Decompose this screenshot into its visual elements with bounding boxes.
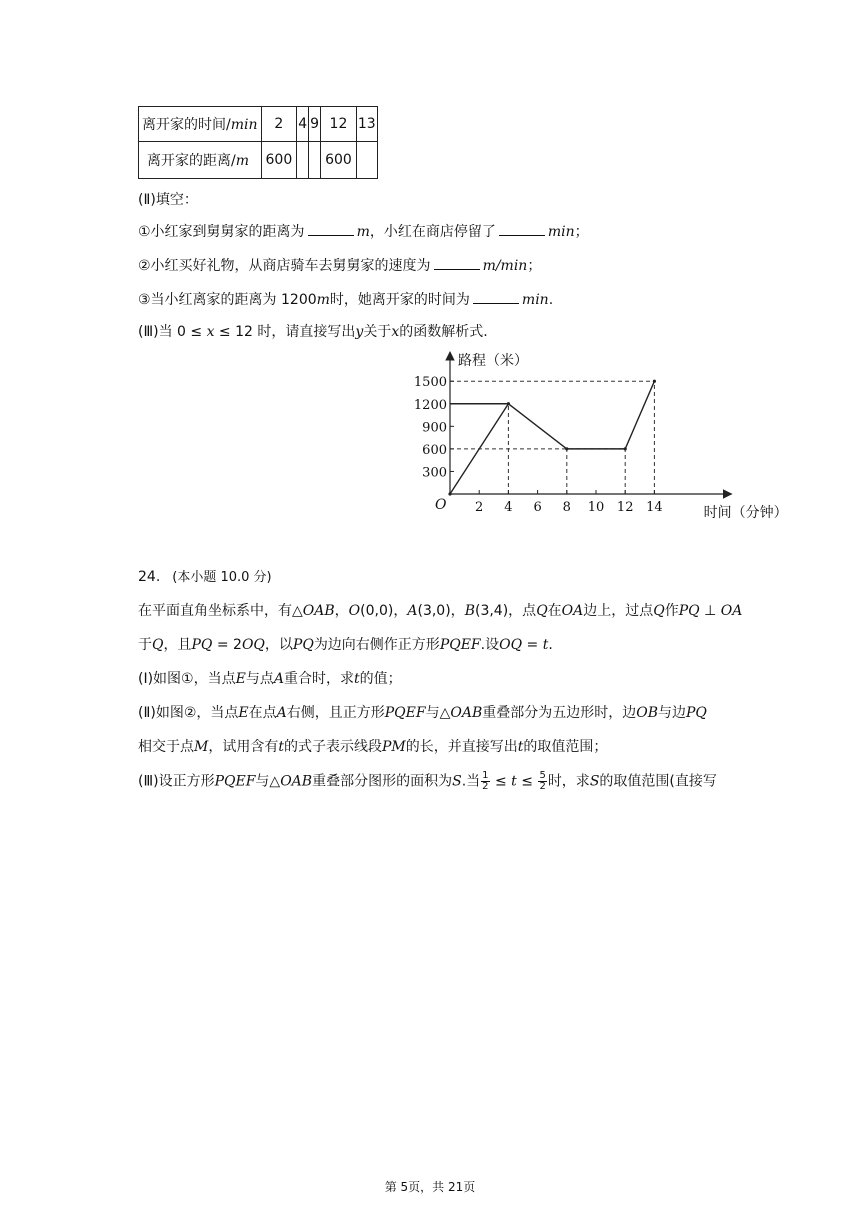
part2-question-1: ①小红家到舅舅家的距离为 m，小红在商店停留了 min； bbox=[138, 221, 589, 242]
q24-part-1: (Ⅰ)如图①，当点E与点A重合时，求t的值； bbox=[138, 671, 402, 687]
answer-blank bbox=[473, 289, 519, 304]
q24-header: 24. (本小题 10.0 分) bbox=[138, 569, 272, 585]
part3-question: (Ⅲ)当 0 ≤ x ≤ 12 时，请直接写出y关于x的函数解析式. bbox=[138, 324, 488, 340]
x-tick-label: 8 bbox=[562, 500, 571, 515]
data-point bbox=[448, 492, 451, 495]
q24-part-3: (Ⅲ)设正方形PQEF与△OAB重叠部分图形的面积为S.当 $\frac{1}{2}$ ≤ t ≤ $\frac{5}{2}$ 时，求S的取值范围(直接写 bbox=[138, 770, 717, 792]
x-axis-label: 时间（分钟） bbox=[703, 505, 788, 521]
part2-question-3: ③当小红离家的距离为 1200m时，她离开家的时间为 min. bbox=[138, 289, 553, 310]
data-point bbox=[624, 447, 627, 450]
answer-blank bbox=[308, 221, 354, 236]
part2-heading: (Ⅱ)填空： bbox=[138, 192, 198, 208]
data-table bbox=[138, 106, 378, 179]
q24-part-2: (Ⅱ)如图②，当点E在点A右侧，且正方形PQEF与△OAB重叠部分为五边形时，边OB与边PQ bbox=[138, 705, 707, 721]
q24-part-2-cont: 相交于点M，试用含有t的式子表示线段PM的长，并直接写出t的取值范围； bbox=[138, 739, 608, 755]
q24-line-2: 于Q，且PQ = 2OQ，以PQ为边向右侧作正方形PQEF.设OQ = t. bbox=[138, 637, 553, 653]
data-point bbox=[653, 380, 656, 383]
table-cell bbox=[356, 142, 377, 179]
y-tick-label: 1500 bbox=[413, 375, 447, 391]
table-cell: 9 bbox=[309, 107, 321, 142]
table-row bbox=[139, 142, 378, 179]
x-tick-label: 12 bbox=[616, 500, 634, 515]
y-tick-label: 900 bbox=[422, 420, 447, 436]
x-tick-label: 2 bbox=[475, 500, 484, 515]
answer-blank bbox=[499, 221, 545, 236]
table-cell bbox=[309, 142, 321, 179]
series-line bbox=[450, 381, 654, 494]
x-tick-label: 6 bbox=[533, 500, 542, 515]
table-cell: 600 bbox=[321, 142, 357, 179]
data-point bbox=[565, 447, 568, 450]
y-tick-label: 1200 bbox=[413, 397, 447, 413]
row2-header: 离开家的距离/m bbox=[139, 142, 262, 179]
table-cell: 600 bbox=[261, 142, 297, 179]
q24-line-1: 在平面直角坐标系中，有△OAB，O(0,0)，A(3,0)，B(3,4)，点Q在OA边上，过点Q作PQ ⊥ OA bbox=[138, 603, 743, 619]
row1-header: 离开家的时间/min bbox=[139, 107, 262, 142]
y-axis-label: 路程（米） bbox=[458, 353, 528, 369]
origin-label: O bbox=[435, 497, 447, 513]
answer-blank bbox=[434, 255, 480, 270]
fraction-one-half: $\frac{1}{2}$ bbox=[482, 770, 489, 792]
page-footer: 第 5页，共 21页 bbox=[384, 1180, 476, 1194]
distance-time-chart bbox=[405, 348, 788, 526]
table-row bbox=[139, 107, 378, 142]
x-tick-label: 14 bbox=[646, 500, 663, 515]
table-cell bbox=[297, 142, 309, 179]
x-tick-label: 10 bbox=[587, 500, 605, 515]
table-cell: 13 bbox=[356, 107, 377, 142]
y-tick-label: 600 bbox=[422, 442, 447, 458]
table-cell: 4 bbox=[297, 107, 309, 142]
fraction-five-halves: $\frac{5}{2}$ bbox=[539, 770, 546, 792]
x-tick-label: 4 bbox=[504, 500, 513, 515]
y-tick-label: 300 bbox=[422, 465, 447, 481]
table-cell: 2 bbox=[261, 107, 297, 142]
table-cell: 12 bbox=[321, 107, 357, 142]
part2-question-2: ②小红买好礼物，从商店骑车去舅舅家的速度为 m/min； bbox=[138, 255, 541, 276]
